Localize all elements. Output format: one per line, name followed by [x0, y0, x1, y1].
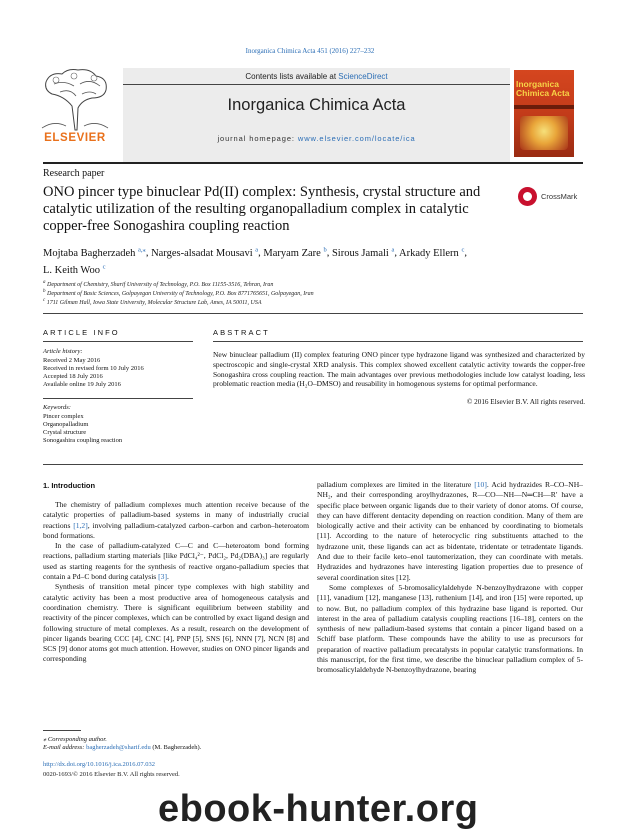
abstract-text: New binuclear palladium (II) complex featuring ONO pincer type hydrazone ligand was synthesized and characterized by spectroscopic and single-crystal XRD analysis. This complex showed excellent catalytic activity towards the copper-free Sonogashira cross coupling reaction. The main advantages over previous methodologies include low catalyst loading, less problematic reaction media (H₂O–DMSO) and reusability in homogenous systems for optimal performance. [213, 350, 585, 389]
body-paragraph: Synthesis of transition metal pincer type complexes with high stability and catalytic activity has been a most productive area of homogeneous catalysis and coordination chemistry. There is significant equilibrium between stability and reactivity of the pincer complexes, which can be controlled by exact ligand design and following structure of metal complexes. As a result, research on the development of pincer ligands bearing CCC [4], CNC [4], PNP [5], SNS [6], NNN [7], NCN [8] and SCS [9] donor atoms got much attention. However, studies on ONO pincer ligands and corresponding [43, 582, 309, 664]
cover-stripe [514, 105, 574, 109]
history-item: Accepted 18 July 2016 [43, 373, 103, 380]
abstract-rule [213, 341, 583, 342]
email-line [43, 744, 201, 751]
email-link[interactable]: bagherzadeh@sharif.edu [86, 744, 151, 751]
author[interactable]: L. Keith Woo $^c$ [43, 263, 106, 276]
body-paragraph: Some complexes of 5-bromosalicylaldehyde N-benzoylhydrazone with copper [11], vanadium [12], manganese [13], ruthenium [14], and iron [15] were reported, up to now. But, no palladium complex of this hydrazine base ligand is reported. Our interest in the area of palladium catalysis coupling reactions [16–18], centers on the synthesis of new palladium-based systems that contain a pincer ligand based on a Schiff base platform. These compounds have the ability to use as precursors for preparation of reactive palladium precatalysts in popular catalytic transformations. In this manuscript, for the first time, we describe the binuclear palladium complex of 5-bromosalicylaldehyde N-benzoylhydrazone, bearing [317, 582, 583, 675]
history-label: Article history: [43, 348, 83, 355]
crossmark-button[interactable] [518, 187, 588, 207]
abstract-bottom-rule [43, 464, 583, 465]
article-title: ONO pincer type binuclear Pd(II) complex: Synthesis, crystal structure and catalytic utilization of the resulting organopalladium complex in catalytic copper-free Sonogashira coupling reaction [43, 184, 481, 234]
issn-line: 0020-1693/© 2016 Elsevier B.V. All rights reserved. [43, 771, 180, 778]
body-column-right [317, 480, 583, 676]
footnote-rule [43, 730, 81, 731]
body-paragraph: The chemistry of palladium complexes much attention receive because of the catalytic properties of palladium-based systems in many of industrially crucial reactions [1,2], involving palladium-catalyzed carbon–carbon and carbon–heteroatom bond formations. [43, 500, 309, 540]
author-list: Mojtaba Bagherzadeh $^{a,⁎}$, Narges-alsadat Mousavi $^a$, Maryam Zare $^b$, Sirous Jamali $^a$, Arkady Ellern $^c$, L. Keith Woo $^c$ [43, 246, 467, 276]
crossmark-label: CrossMark [541, 192, 578, 201]
keywords-label: Keywords: [43, 404, 71, 411]
history-list [43, 357, 144, 389]
keyword: Organopalladium [43, 421, 89, 428]
body-paragraph: In the case of palladium-catalyzed C—C and C—heteroatom bond forming reactions, palladium starting materials [like PdCl₄²⁻, PdCl₂, Pd₂(DBA)₃] are regularly used as starting reagents for the synthesis of reactive organo-palladium species that contain a Pd–C bond during catalysis [3]. [43, 541, 309, 582]
section-heading: 1. Introduction [43, 481, 96, 490]
publisher-wordmark: ELSEVIER [44, 132, 106, 144]
author[interactable]: Mojtaba Bagherzadeh $^{a,⁎}$ [43, 246, 146, 259]
author[interactable]: Narges-alsadat Mousavi $^a$ [151, 246, 259, 259]
crossmark-icon [518, 187, 537, 206]
journal-homepage [123, 134, 510, 143]
keywords-list [43, 413, 122, 445]
header-rule [43, 162, 583, 164]
contents-prefix: Contents lists available at [245, 72, 339, 81]
journal-reference-link[interactable]: Inorganica Chimica Acta 451 (2016) 227–232 [245, 47, 375, 55]
keyword: Crystal structure [43, 429, 87, 436]
abstract-heading: ABSTRACT [213, 328, 270, 337]
article-info-rule [43, 341, 193, 342]
citation-link[interactable]: [3] [158, 572, 168, 582]
journal-title: Inorganica Chimica Acta [227, 96, 406, 114]
email-label: E-mail address: [43, 744, 87, 751]
email-suffix: (M. Bagherzadeh). [150, 744, 202, 751]
journal-cover-image [514, 70, 574, 157]
article-type: Research paper [43, 168, 105, 179]
keyword: Pincer complex [43, 413, 84, 420]
keyword: Sonogashira coupling reaction [43, 437, 123, 444]
article-info-heading: ARTICLE INFO [43, 328, 120, 337]
watermark-text: ebook-hunter.org [158, 788, 479, 830]
doi-link[interactable]: http://dx.doi.org/10.1016/j.ica.2016.07.032 [43, 761, 156, 768]
homepage-link[interactable]: www.elsevier.com/locate/ica [297, 134, 416, 143]
corresponding-author-note: ⁎ Corresponding author. [43, 736, 107, 743]
keywords-rule [43, 398, 193, 399]
body-paragraph: palladium complexes are limited in the literature [10]. Acid hydrazides R–CO–NH–NH₂, and their corresponding aroylhydrazones, R—CO—NH—N═CH—R′ have a specific place between organic ligands due to their variety of donor atoms. Of course, they can have different dentacity depending on reaction condition. Many of them are biologically active and their activity can be enhanced by coordinating to biometals [11]. According to the nature of heterocyclic ring substituents attached to the hydrazone unit, these ligands can act as bidentate, tridentate or tetradentate ligands. And due to their facile keto–enol tautomerization, they can coordinate with metals. Hydrazides and hydrazones have interesting ligation properties due to presence of several coordination sites [12]. [317, 480, 583, 582]
cover-title: Inorganica Chimica Acta [516, 79, 570, 98]
author[interactable]: Sirous Jamali $^a$ [331, 246, 395, 259]
history-item: Available online 19 July 2016 [43, 381, 121, 388]
citation-link[interactable]: [10] [474, 480, 487, 489]
affiliation: $^c$ 1711 Gilman Hall, Iowa State University, Molecular Structure Lab, Ames, IA 50011, USA [43, 298, 262, 306]
author[interactable]: Arkady Ellern $^c$ [399, 246, 465, 259]
contents-line [123, 72, 510, 81]
author[interactable]: Maryam Zare $^b$ [263, 246, 327, 259]
abstract-copyright: © 2016 Elsevier B.V. All rights reserved. [466, 398, 585, 406]
citation-link[interactable]: [1,2] [73, 520, 88, 530]
affiliation: $^b$ Department of Basic Sciences, Golpayegan University of Technology, P.O. Box 8771765651, Golpayegan, Iran [43, 289, 314, 297]
affiliation: $^a$ Department of Chemistry, Sharif University of Technology, P.O. Box 11155-3516, Tehran, Iran [43, 280, 274, 288]
sciencedirect-link[interactable]: ScienceDirect [338, 72, 388, 81]
history-item: Received 2 May 2016 [43, 357, 101, 364]
homepage-prefix: journal homepage: [217, 134, 298, 143]
crossmark-icon-center [523, 192, 532, 201]
affiliation-rule [43, 313, 583, 314]
banner-divider [123, 84, 510, 85]
body-column-left [43, 500, 309, 665]
cover-artwork [520, 116, 568, 150]
history-item: Received in revised form 10 July 2016 [43, 365, 144, 372]
journal-banner [123, 68, 510, 162]
